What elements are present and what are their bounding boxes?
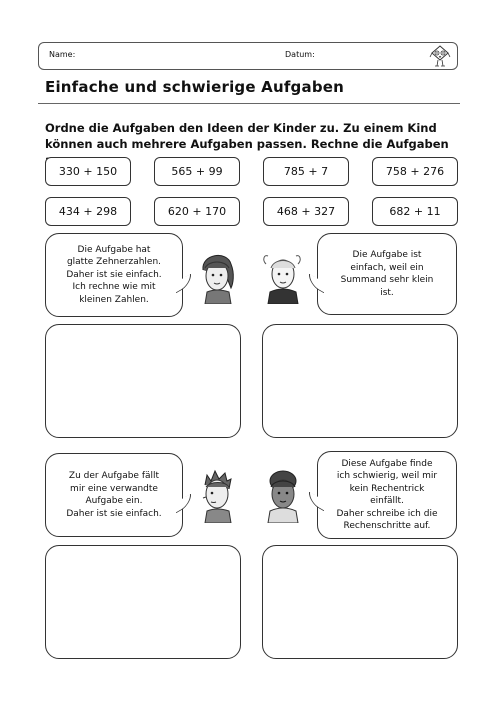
instructions-text: Ordne die Aufgaben den Ideen der Kinder zu. Zu einem Kind können auch mehrere Aufgaben passen. Rechne die Aufgaben	[45, 121, 449, 151]
bubble-line: kleinen Zahlen.	[79, 294, 149, 305]
speech-bubble	[45, 453, 183, 537]
bubble-line: glatte Zehnerzahlen.	[66, 257, 162, 268]
answer-box[interactable]	[262, 324, 458, 438]
answer-box[interactable]	[45, 324, 241, 438]
task-box: 468 + 327	[263, 197, 349, 226]
task-box: 565 + 99	[154, 157, 240, 186]
bubble-line: ist.	[380, 287, 394, 298]
task-box: 785 + 7	[263, 157, 349, 186]
boy-face-icon	[197, 467, 239, 523]
bubble-line: Die Aufgabe hat	[77, 244, 151, 255]
owl-mascot-icon	[429, 44, 451, 68]
bubble-line: Ich rechne wie mit	[72, 282, 156, 293]
bubble-line: Diese Aufgabe finde	[341, 458, 433, 469]
answer-box[interactable]	[262, 545, 458, 659]
date-label: Datum:	[285, 50, 315, 59]
worksheet-title: Einfache und schwierige Aufgaben	[45, 78, 345, 96]
title-divider	[38, 103, 460, 104]
bubble-line: Daher ist sie einfach.	[66, 269, 162, 280]
header-box	[38, 42, 458, 70]
bubble-line: ich schwierig, weil mir	[336, 471, 438, 481]
bubble-line: mir eine verwandte	[70, 483, 158, 494]
bubble-line: einfällt.	[370, 496, 404, 506]
speech-bubble	[45, 233, 183, 317]
task-box: 682 + 11	[372, 197, 458, 226]
bubble-line: Die Aufgabe ist	[352, 250, 422, 260]
speech-bubble	[317, 451, 457, 539]
bubble-line: einfach, weil ein	[350, 262, 424, 273]
bubble-line: Zu der Aufgabe fällt	[68, 471, 160, 481]
girl-face-icon	[197, 248, 239, 304]
name-label: Name:	[49, 50, 76, 59]
bubble-line: Daher ist sie einfach.	[66, 508, 162, 519]
answer-box[interactable]	[45, 545, 241, 659]
boy-face-icon	[262, 467, 304, 523]
task-box: 434 + 298	[45, 197, 131, 226]
task-box: 758 + 276	[372, 157, 458, 186]
bubble-line: Daher schreibe ich die	[336, 508, 438, 519]
girl-face-icon	[262, 248, 304, 304]
task-box: 330 + 150	[45, 157, 131, 186]
bubble-line: Rechenschritte auf.	[343, 521, 431, 531]
speech-bubble	[317, 233, 457, 315]
bubble-line: Summand sehr klein	[340, 275, 434, 285]
bubble-line: Aufgabe ein.	[85, 496, 143, 506]
bubble-line: kein Rechentrick	[349, 483, 425, 494]
task-box: 620 + 170	[154, 197, 240, 226]
